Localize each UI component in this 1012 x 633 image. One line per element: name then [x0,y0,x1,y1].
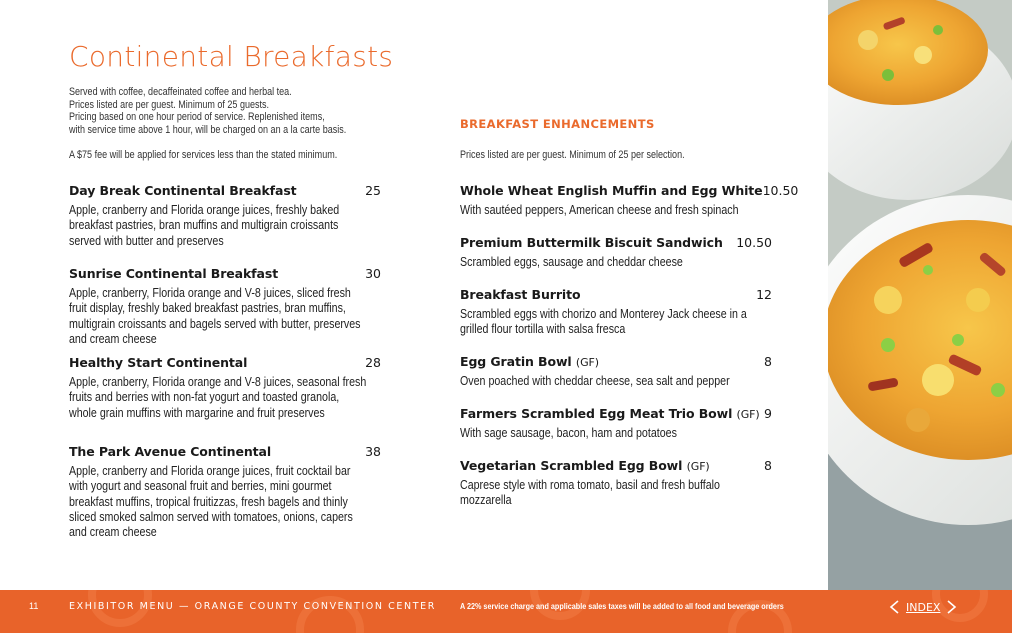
menu-item [69,444,381,540]
item-name-text: Farmers Scrambled Egg Meat Trio Bowl [460,406,733,421]
continental-list [69,183,381,540]
section-heading: BREAKFAST ENHANCEMENTS [460,117,655,131]
item-name-text: Whole Wheat English Muffin and Egg White [460,183,763,198]
gf-tag: (GF) [575,356,599,369]
intro-line: Prices listed are per guest. Minimum of 25 guests. [69,98,270,111]
item-name [460,183,763,198]
gf-tag: (GF) [736,408,760,421]
intro-line: Served with coffee, decaffeinated coffee and herbal tea. [69,86,292,98]
page-title: Continental Breakfasts [69,40,394,73]
intro-text [69,86,347,136]
section-note: Prices listed are per guest. Minimum of 25 per selection. [460,149,685,161]
index-link[interactable]: INDEX [906,601,941,614]
item-name: Sunrise Continental Breakfast [69,266,279,281]
menu-item [460,406,772,458]
intro-line: with service time above 1 hour, will be charged on an a la carte basis. [69,123,347,136]
menu-item [69,355,381,444]
item-name [460,354,599,369]
item-price: 10.50 [762,183,799,198]
item-description: Apple, cranberry and Florida orange juices, fruit cocktail bar with yogurt and seasonal fruit and berries, mini gourmet breakfast muffins, tropical fruitizzas, fresh bagels and thinly sliced smoked salmon served with tomatoes, onions, capers and cream cheese [69,463,353,540]
chevron-left-icon[interactable] [888,599,902,615]
item-name: Day Break Continental Breakfast [69,183,297,198]
item-name: Healthy Start Continental [69,355,248,370]
item-description: Scrambled eggs with chorizo and Monterey Jack cheese in a grilled flour tortilla with salsa fresca [460,306,747,337]
item-name [460,287,580,302]
egg-bowl-illustration [828,0,1012,590]
item-name [460,458,710,473]
item-description: Apple, cranberry, Florida orange and V-8 juices, sliced fresh fruit display, freshly baked breakfast pastries, bran muffins, multigrain croissants and bagels served with butter, preserves and cream cheese [69,285,361,346]
menu-item [460,235,772,287]
menu-item [460,287,772,354]
item-name-text: Breakfast Burrito [460,287,581,302]
gf-tag: (GF) [686,460,710,473]
menu-item [69,183,381,266]
item-name-text: Vegetarian Scrambled Egg Bowl [460,458,683,473]
item-price: 8 [764,458,772,473]
footer-bar [0,590,1012,633]
menu-item [69,266,381,355]
item-price: 10.50 [736,235,772,250]
item-price: 28 [365,355,381,370]
item-description: Oven poached with cheddar cheese, sea salt and pepper [460,373,730,388]
item-name: The Park Avenue Continental [69,444,272,459]
intro-line: Pricing based on one hour period of service. Replenished items, [69,111,325,123]
item-price: 8 [764,354,772,369]
item-description: Caprese style with roma tomato, basil and fresh buffalo mozzarella [460,477,720,508]
item-description: With sage sausage, bacon, ham and potatoes [460,425,677,440]
item-price: 12 [756,287,772,302]
item-name [460,406,760,421]
service-charge-note: A 22% service charge and applicable sales taxes will be added to all food and beverage orders [460,601,784,611]
item-description: Apple, cranberry, Florida orange and V-8 juices, seasonal fresh fruits and berries with non-fat yogurt and toasted granola, whole grain muffins with margarine and fruit preserves [69,374,367,420]
item-description: With sautéed peppers, American cheese and fresh spinach [460,202,739,217]
page-number: 11 [29,601,39,611]
item-description: Apple, cranberry and Florida orange juices, freshly baked breakfast pastries, bran muffins and multigrain croissants served with butter and preserves [69,202,340,248]
item-price: 30 [365,266,381,281]
menu-item [460,183,799,235]
food-photo [828,0,1012,590]
item-price: 38 [365,444,381,459]
footer-title: EXHIBITOR MENU — ORANGE COUNTY CONVENTION CENTER [69,601,436,612]
chevron-right-icon[interactable] [944,599,958,615]
item-name-text: Premium Buttermilk Biscuit Sandwich [460,235,723,250]
fee-note: A $75 fee will be applied for services less than the stated minimum. [69,149,338,161]
item-price: 9 [764,406,772,421]
item-name-text: Egg Gratin Bowl [460,354,572,369]
menu-item [460,458,772,510]
item-name [460,235,723,250]
menu-item [460,354,772,406]
item-description: Scrambled eggs, sausage and cheddar cheese [460,254,683,269]
item-price: 25 [365,183,381,198]
enhancements-list [460,183,799,510]
